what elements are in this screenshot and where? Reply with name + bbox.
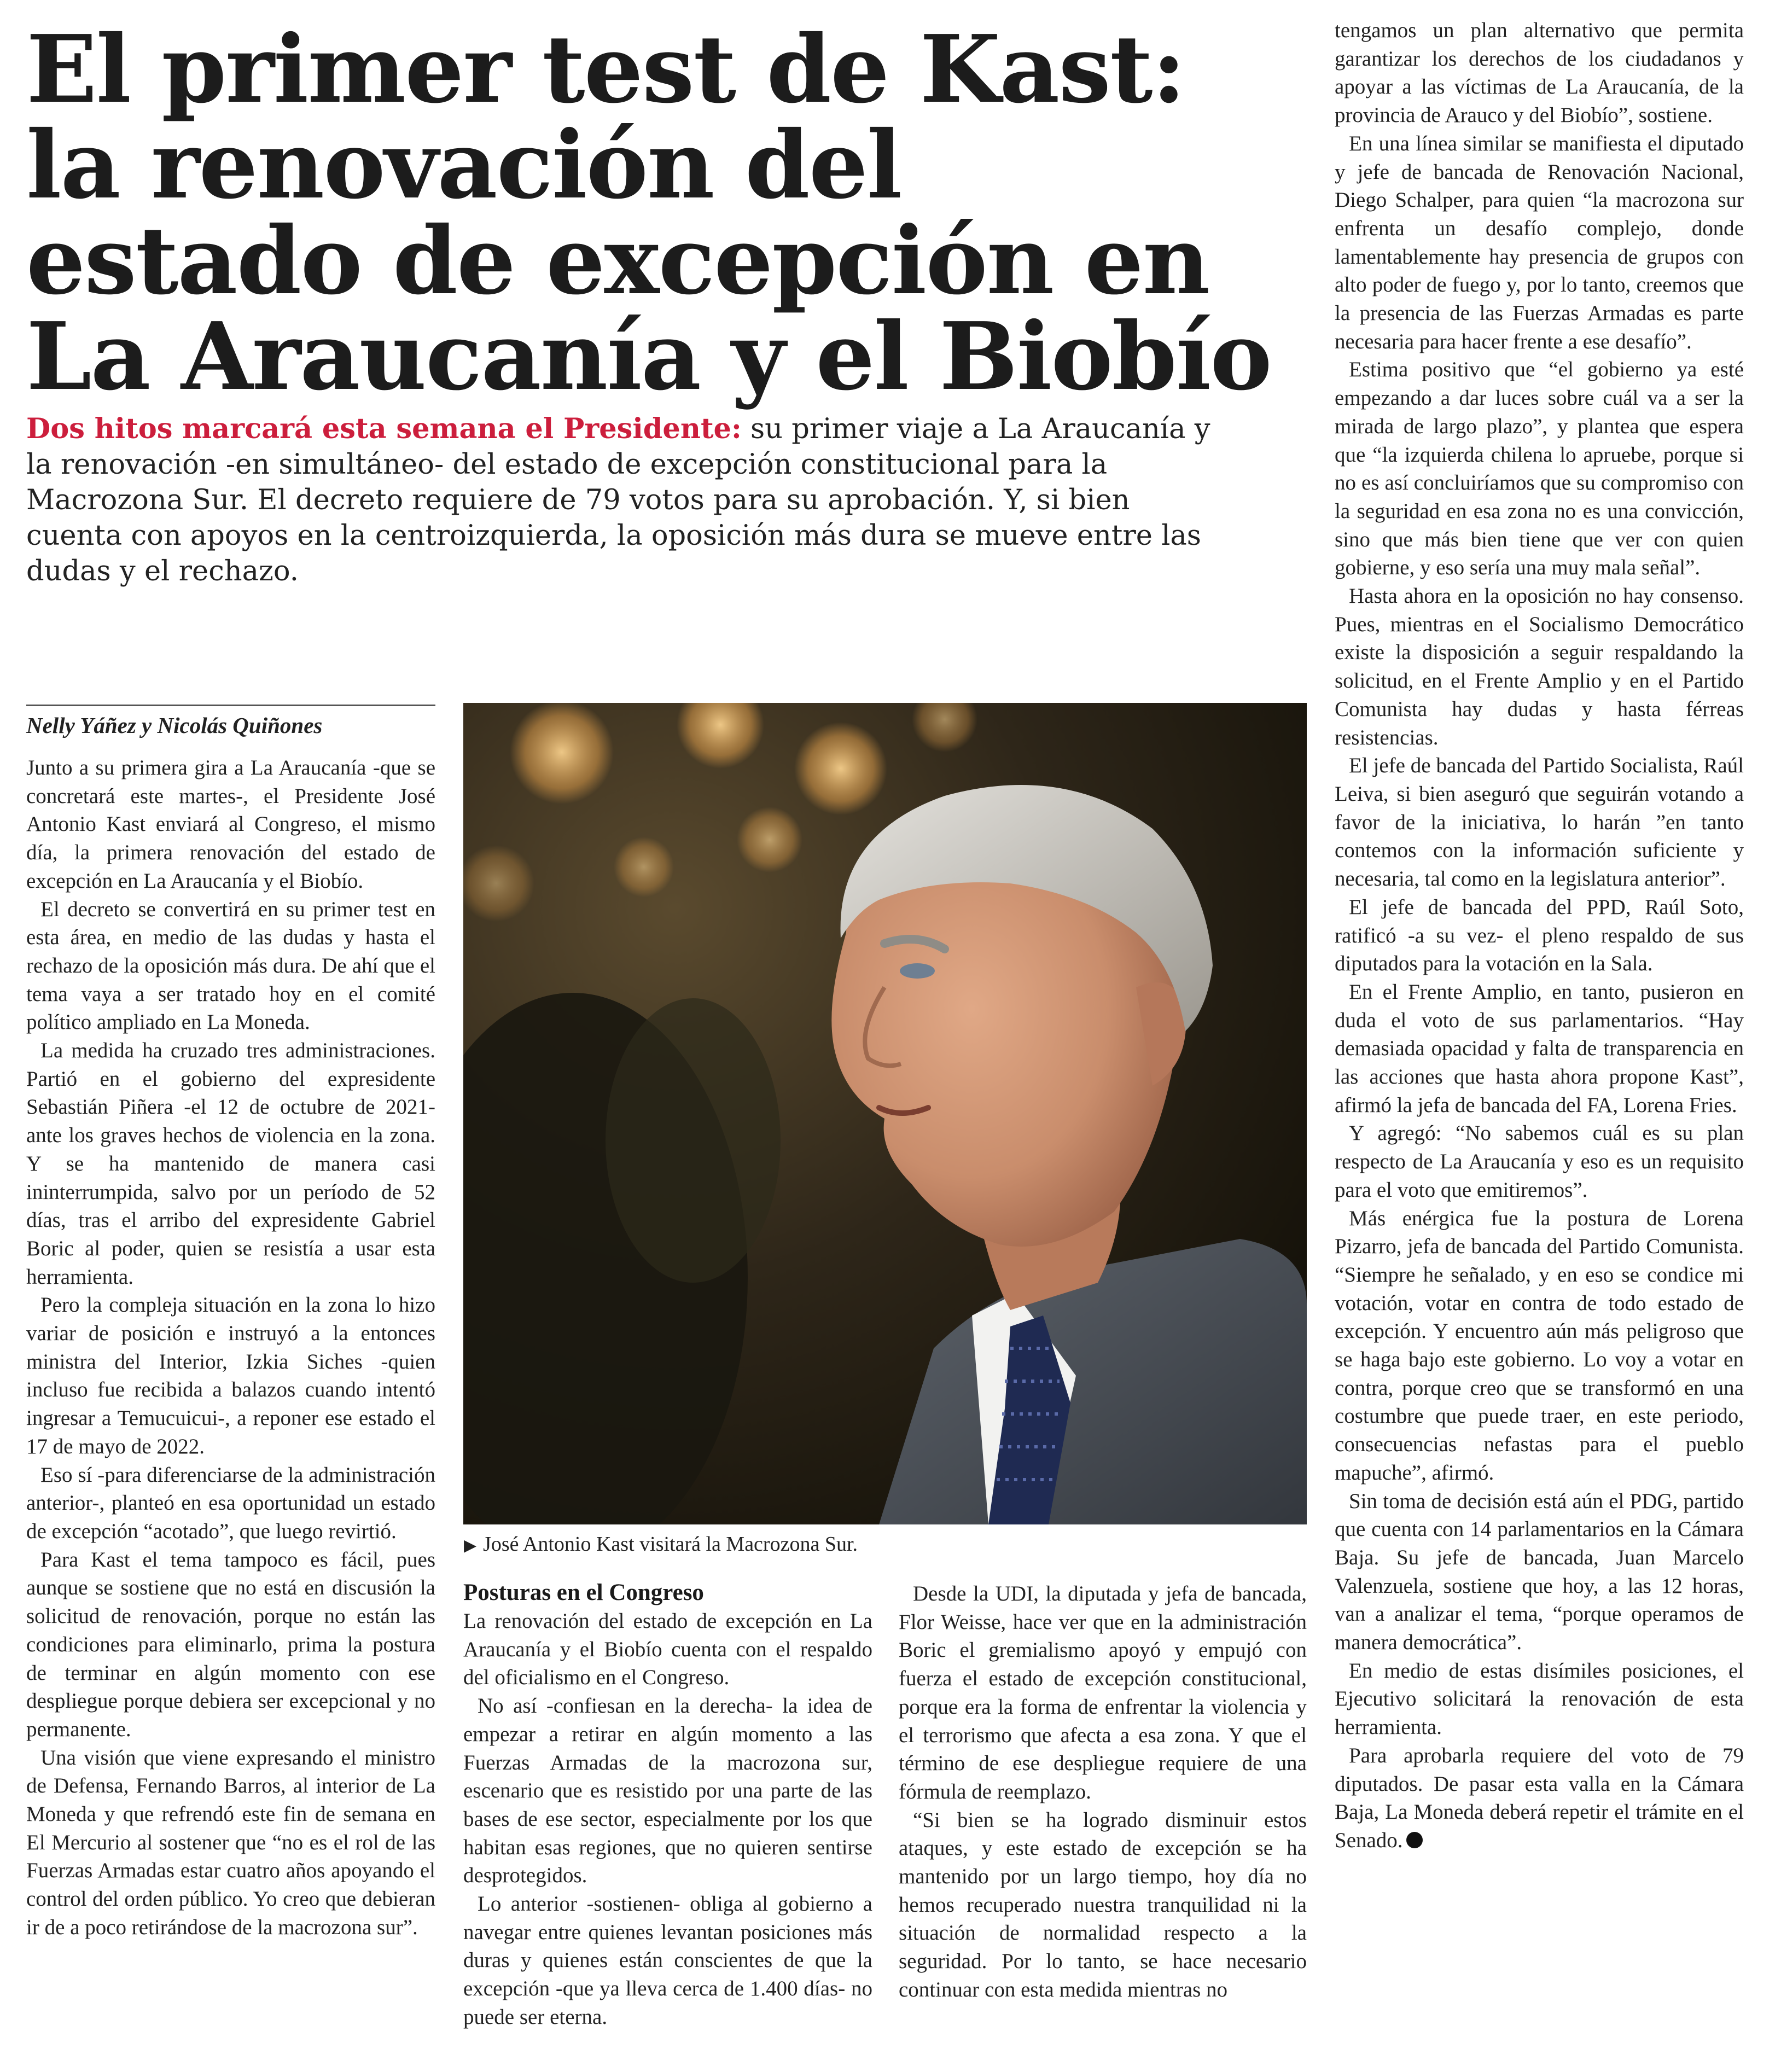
paragraph: Hasta ahora en la oposición no hay consenso. Pues, mientras en el Socialismo Democrático existe la disposición a seguir respaldando la solicitud, en el Frente Amplio y en el Partido Comunista hay dudas y hasta férreas resistencias. xyxy=(1335,584,1744,749)
paragraph: Una visión que viene expresando el ministro de Defensa, Fernando Barros, al interior de La Moneda y que refrendó este fin de semana en El Mercurio al sostener que “no es el rol de las Fuerzas Armadas estar cuatro años apoyando el control del orden público. Yo creo que debieran ir de a poco retirándose de la macrozona sur”. xyxy=(26,1745,435,1939)
paragraph: Desde la UDI, la diputada y jefa de bancada, Flor Weisse, hace ver que en la administración Boric el gremialismo apoyó y empujó con fuerza el estado de excepción constitucional, porque era la forma de enfrentar la violencia y el terrorismo que afecta a esa zona. Y que el término de ese despliegue requiere de una fórmula de reemplazo. xyxy=(899,1582,1307,1803)
lead-highlight: Dos hitos marcará esta semana el Presidente: xyxy=(26,412,742,445)
paragraph: En medio de estas disímiles posiciones, el Ejecutivo solicitará la renovación de esta herramienta. xyxy=(1335,1658,1744,1739)
paragraph: Más enérgica fue la postura de Lorena Pizarro, jefa de bancada del Partido Comunista. “Siempre he señalado, y en eso se condice mi votación, votar en contra de todo estado de excepción. Y encuentro aún más peligroso que se haga bajo este gobierno. Lo voy a votar en contra, porque creo que se transformó en una costumbre que puede traer, en este periodo, consecuencias nefastas para el pueblo mapuche”, afirmó. xyxy=(1335,1206,1744,1485)
paragraph: Junto a su primera gira a La Araucanía -que se concretará este martes-, el Presidente José Antonio Kast enviará al Congreso, el mismo día, la primera renovación del estado de excepción en La Araucanía y el Biobío. xyxy=(26,756,435,893)
lead-paragraph xyxy=(26,411,1230,589)
paragraph: No así -confiesan en la derecha- la idea de empezar a retirar en algún momento a las Fuerzas Armadas de la macrozona sur, escenario que es resistido por una parte de las bases de ese sector, especialmente por los que habitan esas regiones, que no quieren sentirse desprotegidos. xyxy=(463,1694,872,1888)
paragraph: Eso sí -para diferenciarse de la administración anterior-, planteó en esa oportunidad un estado de excepción “acotado”, que luego revirtió. xyxy=(26,1463,435,1543)
headline-line: La Araucanía y el Biobío xyxy=(26,302,1271,411)
paragraph: Y agregó: “No sabemos cuál es su plan respecto de La Araucanía y eso es un requisito para el voto que emitiremos”. xyxy=(1335,1121,1744,1202)
photo-caption xyxy=(464,1530,1306,1559)
paragraph: Pero la compleja situación en la zona lo hizo variar de posición e instruyó a la entonces ministra del Interior, Izkia Siches -quien incluso fue recibida a balazos cuando intentó ingresar a Temucuicui-, a reponer ese estado el 17 de mayo de 2022. xyxy=(26,1293,435,1458)
paragraph: En el Frente Amplio, en tanto, pusieron en duda el voto de sus parlamentarios. “Hay demasiada opacidad y falta de transparencia en las acciones que hasta ahora propone Kast”, afirmó la jefa de bancada del FA, Lorena Fries. xyxy=(1335,980,1744,1117)
paragraph: En una línea similar se manifiesta el diputado y jefe de bancada de Renovación Nacional, Diego Schalper, para quien “la macrozona sur enfrenta un desafío complejo, donde lamentablemente hay presencia de grupos con alto poder de fuego y, por lo tanto, creemos que la presencia de las Fuerzas Armadas es parte necesaria para hacer frente a ese desafío”. xyxy=(1335,131,1744,353)
paragraph: La medida ha cruzado tres administraciones. Partió en el gobierno del expresidente Sebastián Piñera -el 12 de octubre de 2021- ante los graves hechos de violencia en la zona. Y se ha mantenido de manera casi ininterrumpida, salvo por un período de 52 días, tras el arribo del expresidente Gabriel Boric al poder, quien se resistía a usar esta herramienta. xyxy=(26,1039,435,1289)
article-column-4 xyxy=(1335,16,1744,1855)
paragraph: Lo anterior -sostienen- obliga al gobierno a navegar entre quienes levantan posiciones más duras y quienes están conscientes de que la excepción -que ya lleva cerca de 1.400 días- no puede ser eterna. xyxy=(463,1892,872,2029)
paragraph-final-text: Para aprobarla requiere del voto de 79 diputados. De pasar esta valla en la Cámara Baja, La Moneda deberá repetir el trámite en el Senado. xyxy=(1335,1743,1744,1852)
caption-marker-icon: ▶ xyxy=(464,1536,477,1555)
subheading: Posturas en el Congreso xyxy=(463,1580,704,1605)
headline-line: estado de excepción en xyxy=(26,206,1209,316)
end-mark-icon xyxy=(1406,1832,1423,1848)
byline: Nelly Yáñez y Nicolás Quiñones xyxy=(26,705,435,739)
paragraph: La renovación del estado de excepción en La Araucanía y el Biobío cuenta con el respaldo del oficialismo en el Congreso. xyxy=(463,1609,872,1690)
article-photo xyxy=(463,703,1307,1524)
headline-line: la renovación del xyxy=(26,110,901,220)
headline-line: El primer test de Kast: xyxy=(26,15,1185,124)
article-column-3 xyxy=(899,1580,1307,2004)
paragraph: tengamos un plan alternativo que permita garantizar los derechos de los ciudadanos y apoyar a las víctimas de La Araucanía, de la provincia de Arauco y del Biobío”, sostiene. xyxy=(1335,19,1744,127)
paragraph: Para Kast el tema tampoco es fácil, pues aunque se sostiene que no está en discusión la solicitud de renovación, porque no están las condiciones para eliminarlo, prima la postura de terminar en algún momento con ese despliegue porque debiera ser excepcional y no permanente. xyxy=(26,1547,435,1741)
paragraph: Estima positivo que “el gobierno ya esté empezando a dar luces sobre cuál va a ser la mirada de largo plazo”, y plantea que espera que “la izquierda chilena lo apruebe, porque si no es así concluiríamos que su compromiso con la seguridad en esa zona no es una convicción, sino que más bien tiene que ver con quien gobierne, y eso sería una muy mala señal”. xyxy=(1335,358,1744,580)
caption-text: José Antonio Kast visitará la Macrozona Sur. xyxy=(483,1533,858,1556)
paragraph: El jefe de bancada del Partido Socialista, Raúl Leiva, si bien aseguró que seguirán votando a favor de la iniciativa, lo harán ”en tanto contemos con la información suficiente y necesaria, tal como en la legislatura anterior”. xyxy=(1335,754,1744,891)
paragraph: El jefe de bancada del PPD, Raúl Soto, ratificó -a su vez- el pleno respaldo de sus diputados para la votación en la Sala. xyxy=(1335,895,1744,976)
lead-text: su primer viaje a La Araucanía y la renovación -en simultáneo- del estado de excepción constitucional para la Macrozona Sur. El decreto requiere de 79 votos para su aprobación. Y, si bien cuenta con apoyos en la centroizquierda, la oposición más dura se mueve entre las dudas y el rechazo. xyxy=(26,413,1210,587)
paragraph: El decreto se convertirá en su primer test en esta área, en medio de las dudas y hasta el rechazo de la oposición más dura. De ahí que el tema vaya a ser tratado hoy en el comité político ampliado en La Moneda. xyxy=(26,897,435,1034)
paragraph: Sin toma de decisión está aún el PDG, partido que cuenta con 14 parlamentarios en la Cámara Baja. Su jefe de bancada, Juan Marcelo Valenzuela, sostiene que hoy, a las 12 horas, van a analizar el tema, “porque operamos de manera democrática”. xyxy=(1335,1489,1744,1655)
headline xyxy=(26,15,1317,411)
article-column-2 xyxy=(463,1579,872,2032)
paragraph-final xyxy=(1335,1742,1744,1855)
article-column-1 xyxy=(26,754,435,1942)
paragraph: “Si bien se ha logrado disminuir estos ataques, y este estado de excepción se ha mantenido por un largo tiempo, hoy día no hemos recuperado nuestra tranquilidad ni la situación de normalidad respecto a la seguridad. Por lo tanto, se hace necesario continuar con esta medida mientras no xyxy=(899,1808,1307,2001)
